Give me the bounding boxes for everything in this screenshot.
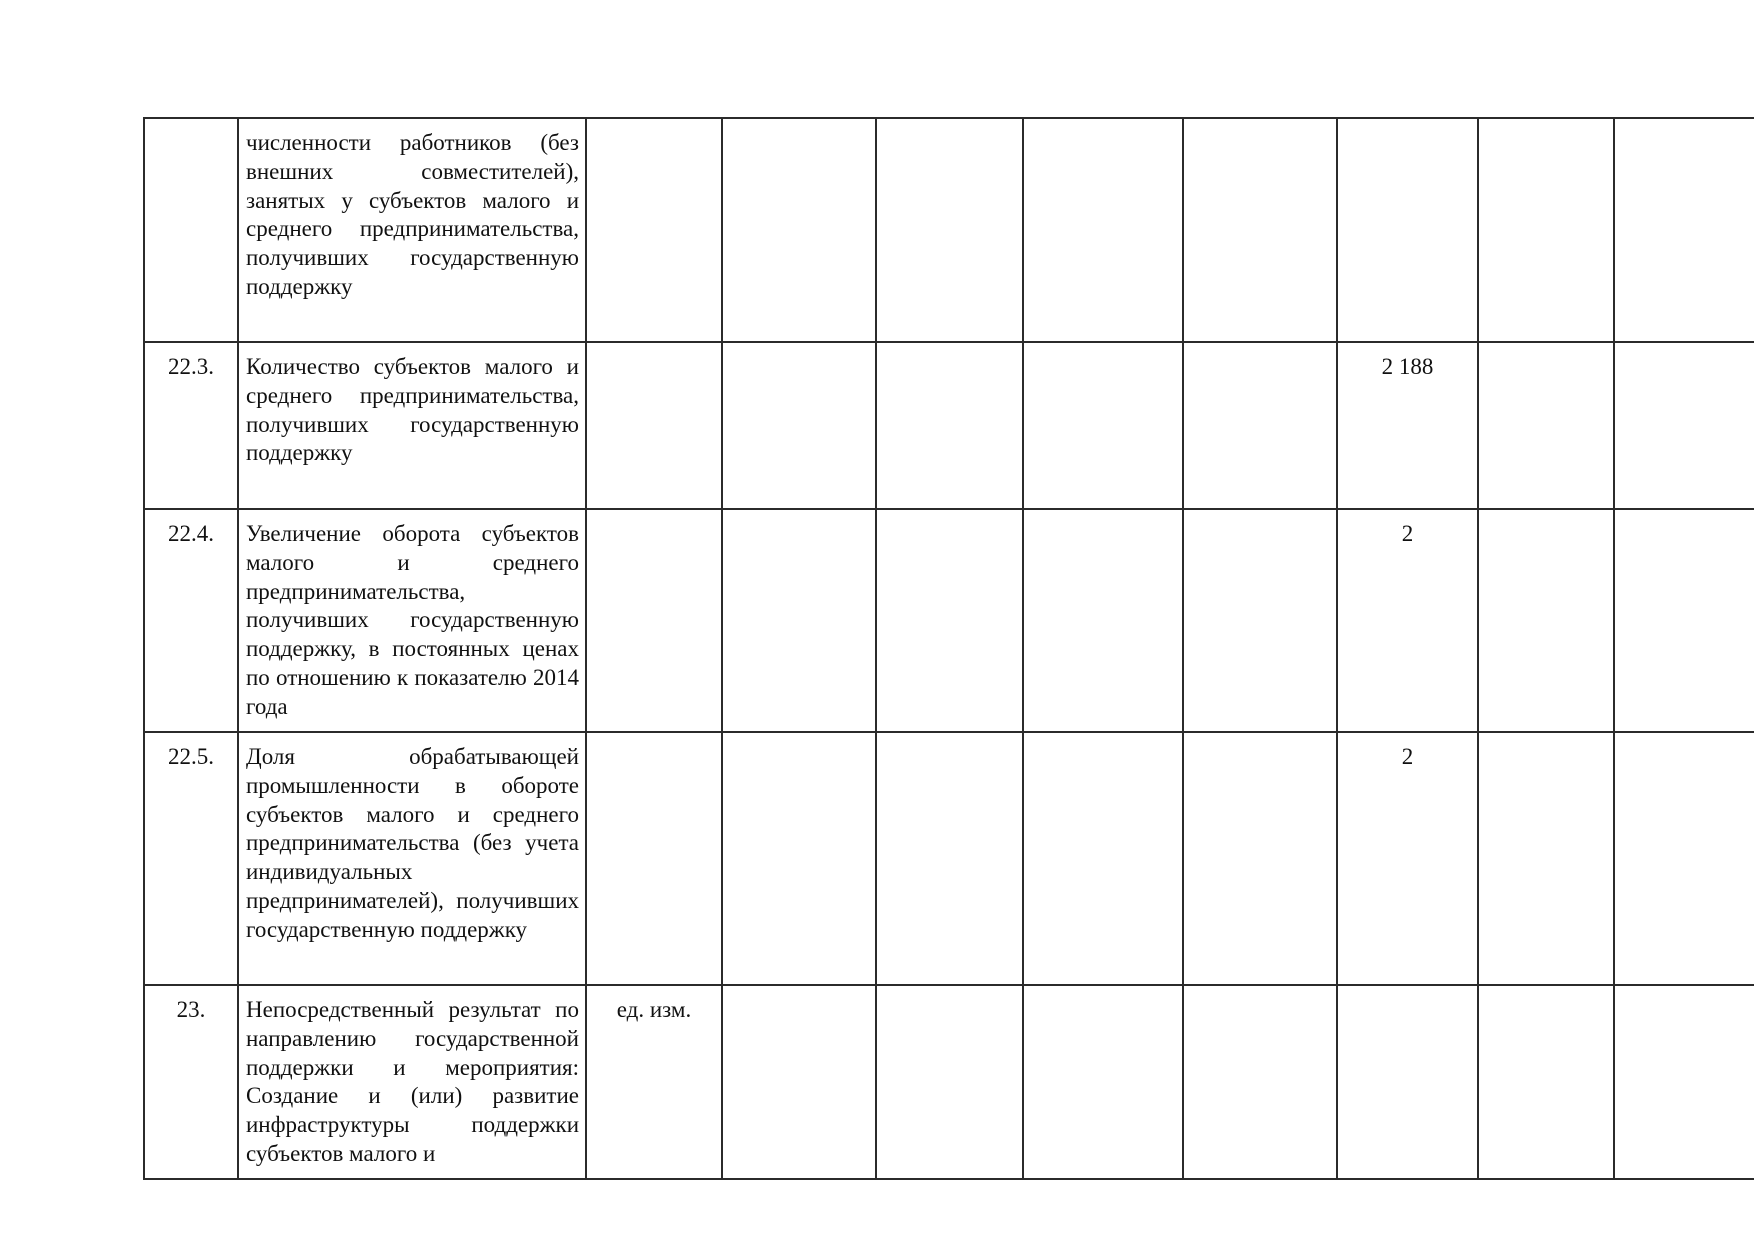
column-divider [1613, 117, 1615, 1180]
column-divider [1477, 117, 1479, 1180]
column-divider [1022, 117, 1024, 1180]
column-divider [875, 117, 877, 1180]
row-number: 23. [176, 997, 206, 1022]
value-cell: 2 188 [1381, 354, 1434, 379]
indicator-description: Количество субъектов малого и среднего предпринимательства, получивших государственную поддержку [246, 354, 579, 466]
table-border-bottom [143, 1178, 1754, 1180]
indicator-description: Непосредственный результат по направлению государственной поддержки и мероприятия: Создание и (или) развитие инфраструктуры поддержки субъектов малого и [246, 997, 579, 1166]
value-cell: 2 [1401, 744, 1414, 769]
row-number [145, 119, 237, 341]
row-number: 22.4. [168, 521, 214, 546]
value-cell: 2 [1401, 521, 1414, 546]
value-cell [1338, 119, 1477, 341]
row-number: 22.5. [168, 744, 214, 769]
column-divider [721, 117, 723, 1180]
unit-cell [587, 733, 721, 984]
unit-cell [587, 510, 721, 731]
unit-cell [587, 343, 721, 508]
unit-cell [587, 119, 721, 341]
indicator-description: Доля обрабатывающей промышленности в обороте субъектов малого и среднего предпринимательства (без учета индивидуальных предпринимателей), получивших государственную поддержку [246, 744, 579, 942]
indicator-description: численности работников (без внешних совместителей), занятых у субъектов малого и среднего предпринимательства, получивших государственную поддержку [246, 130, 579, 299]
unit-cell: ед. изм. [616, 997, 692, 1022]
row-number: 22.3. [168, 354, 214, 379]
indicator-description: Увеличение оборота субъектов малого и среднего предпринимательства, получивших государственную поддержку, в постоянных ценах по отношению к показателю 2014 года [246, 521, 579, 719]
column-divider [1182, 117, 1184, 1180]
value-cell [1338, 986, 1477, 1178]
